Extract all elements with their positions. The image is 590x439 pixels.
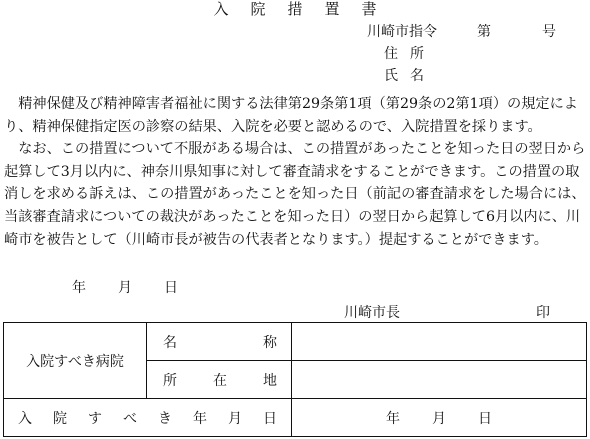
address-line [384, 47, 424, 61]
name-label-char: 氏 [384, 68, 398, 84]
title-char: 入 [213, 0, 229, 18]
body-paragraph: なお、この措置について不服がある場合は、この措置があったことを知った日の翌日から起算して3月以内に、神奈川県知事に対して審査請求をすることができます。この措置の取消しを求める訴えは、この措置があったことを知った日（前記の審査請求をした場合には、当該審査請求についての裁決があったことを知った日）の翌日から起算して6月以内に、川崎市を被告として（川崎市長が被告の代表者となります。）提起することができます。 [4, 141, 586, 248]
issue-date [72, 281, 178, 295]
title-char: 措 [287, 0, 303, 18]
date-day-label: 日 [164, 280, 178, 296]
admission-date-field[interactable]: 年 月 日 [292, 399, 587, 437]
hospital-location-field[interactable] [292, 361, 587, 399]
name-line [384, 69, 424, 83]
hospital-name-label: 名 称 [147, 323, 292, 361]
hospital-label: 入院すべき病院 [4, 323, 147, 399]
hospital-name-field[interactable] [292, 323, 587, 361]
date-year-label: 年 [72, 280, 86, 296]
admission-date-label: 入 院 す べ き 年 月 日 [4, 399, 292, 437]
date-month-label: 月 [118, 280, 132, 296]
order-number-suffix: 号 [542, 24, 556, 40]
order-number-prefix: 第 [477, 24, 491, 40]
mayor-signature: 川崎市長 [344, 305, 400, 321]
city-order-label: 川崎市指令 [367, 24, 437, 40]
address-label-char: 所 [410, 46, 424, 62]
document-body [4, 93, 588, 251]
document-title [0, 2, 590, 17]
seal-mark: 印 [536, 305, 550, 321]
title-char: 置 [324, 0, 340, 18]
table-row [4, 323, 587, 361]
hospital-table [3, 322, 587, 437]
body-paragraph: 精神保健及び精神障害者福祉に関する法律第29条第1項（第29条の2第1項）の規定により、精神保健指定医の診察の結果、入院を必要と認めるので、入院措置を採ります。 [4, 96, 578, 135]
title-char: 院 [250, 0, 266, 18]
order-number-line [367, 25, 556, 39]
hospital-location-label: 所 在 地 [147, 361, 292, 399]
table-row [4, 399, 587, 437]
address-label-char: 住 [384, 46, 398, 62]
name-label-char: 名 [410, 68, 424, 84]
title-char: 書 [361, 0, 377, 18]
